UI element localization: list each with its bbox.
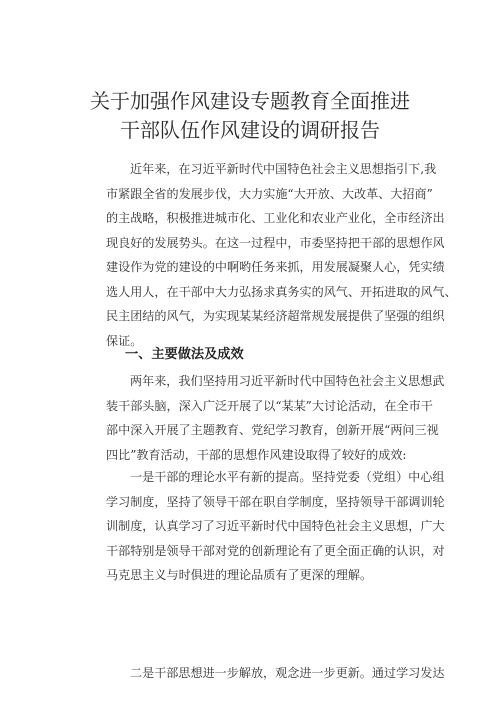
paragraph-line: 保证。 [106,333,143,348]
paragraph-line: 一是干部的理论水平有新的提高。坚持党委（党组）中心组 [130,470,445,484]
paragraph-line: 学习制度，坚持了领导干部在职自学制度，坚持领导干部调训轮 [106,494,445,509]
paragraph-line: 两年来，我们坚持用习近平新时代中国特色社会主义思想武 [130,374,445,388]
paragraph-line: 部中深入开展了主题教育、党纪学习教育，创新开展“两问三视 [106,423,439,437]
paragraph-line: 选人用人，在干部中大力弘扬求真务实的风气、开拓进取的风气、 [106,284,457,299]
paragraph-line: 的主战略，积极推进城市化、工业化和农业产业化，全市经济出 [106,211,445,225]
document-title-line-2: 干部队伍作风建设的调研报告 [120,118,380,142]
document-title-line-1: 关于加强作风建设专题教育全面推进 [90,89,410,113]
theory-paragraph [106,465,445,588]
paragraph-line: 四比”教育活动，干部的思想作风建设取得了较好的成效: [106,447,407,462]
paragraph-line: 干部特别是领导干部对党的创新理论有了更全面正确的认识，对 [106,543,445,558]
thinking-paragraph [106,661,445,686]
section-heading: 一、主要做法及成效 [125,347,244,362]
paragraph-line: 马克思主义与时俱进的理论品质有了更深的理解。 [106,568,373,582]
paragraph-line: 民主团结的风气，为实现某某经济超常规发展提供了坚强的组织 [106,309,445,323]
paragraph-line: 现良好的发展势头。在这一过程中，市委坚持把干部的思想作风 [106,235,445,250]
practices-paragraph [106,369,445,467]
paragraph-line: 训制度，认真学习了习近平新时代中国特色社会主义思想，广大 [106,519,445,533]
paragraph-line: 近年来，在习近平新时代中国特色社会主义思想指引下,我 [130,162,437,176]
intro-paragraph [106,157,457,353]
paragraph-line: 装干部头脑，深入广泛开展了以“某某”大讨论活动，在全市干 [106,398,433,413]
paragraph-line: 二是干部思想进一步解放，观念进一步更新。通过学习发达 [130,666,445,680]
paragraph-line: 建设作为党的建设的中啊哟任务来抓，用发展凝聚人心，凭实绩 [106,260,445,274]
paragraph-line: 市紧跟全省的发展步伐，大力实施“大开放、大改革、大招商” [106,186,433,201]
